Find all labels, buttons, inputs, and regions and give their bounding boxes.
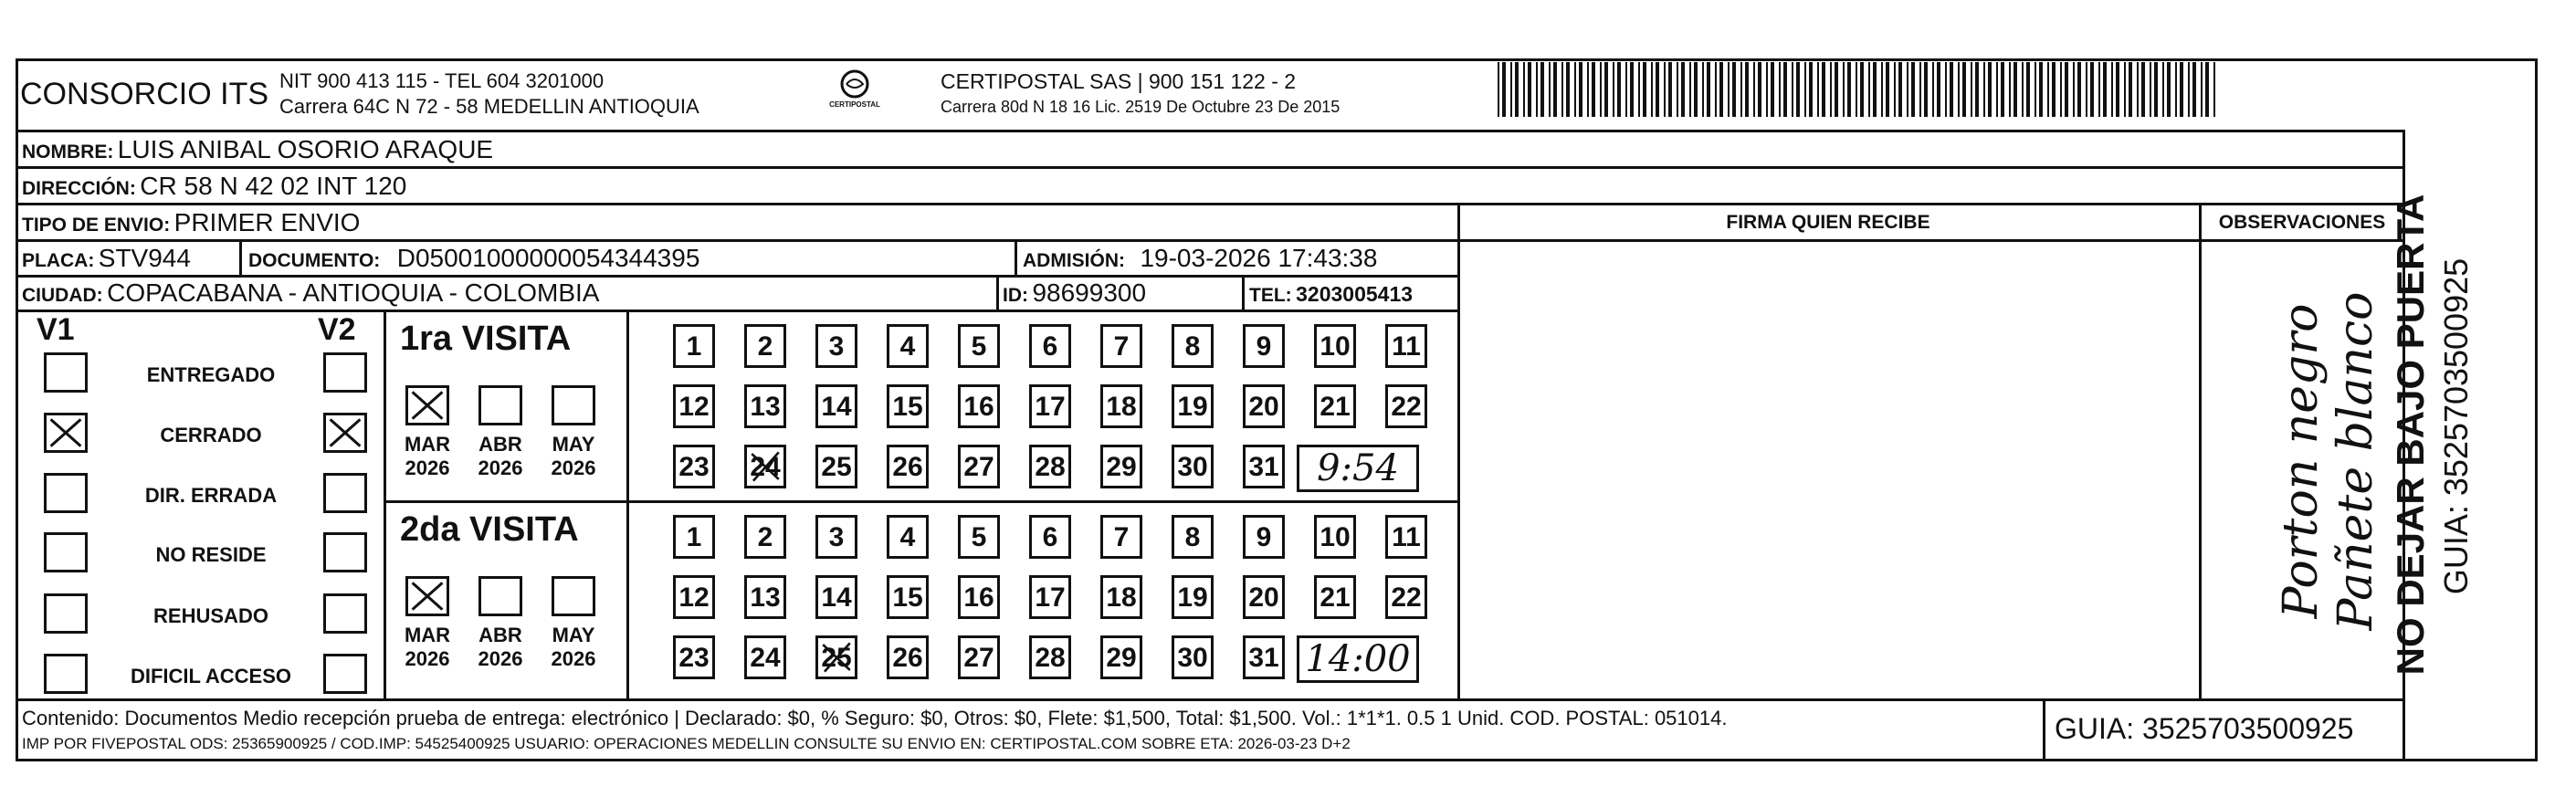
documento-label: DOCUMENTO: — [248, 250, 381, 271]
day-number: 8 — [1184, 331, 1201, 362]
month-label — [473, 433, 528, 480]
side-guia: GUIA: 3525703500925 — [2437, 257, 2475, 595]
day-box[interactable] — [1172, 445, 1214, 488]
day-box[interactable] — [673, 445, 715, 488]
day-box[interactable] — [1385, 384, 1427, 428]
v2-checkbox[interactable] — [323, 532, 367, 572]
month-year: 2026 — [478, 456, 523, 479]
day-box[interactable] — [744, 515, 786, 559]
v1-checkbox[interactable] — [44, 654, 88, 694]
month-checkbox[interactable] — [478, 385, 522, 425]
observaciones-note — [2210, 251, 2392, 689]
placa-value: STV944 — [98, 244, 191, 272]
day-box[interactable] — [1100, 515, 1142, 559]
v1-label: V1 — [37, 312, 75, 347]
day-box[interactable] — [1243, 324, 1285, 368]
day-box[interactable] — [673, 515, 715, 559]
day-number: 10 — [1320, 522, 1351, 552]
day-number: 20 — [1248, 392, 1279, 422]
day-box[interactable] — [958, 635, 1000, 679]
v1-checkbox[interactable] — [44, 413, 88, 453]
day-number: 26 — [892, 643, 923, 673]
month-year: 2026 — [405, 647, 450, 670]
day-number: 8 — [1184, 522, 1201, 552]
day-box[interactable] — [744, 324, 786, 368]
day-box[interactable] — [673, 635, 715, 679]
day-number: 2 — [757, 522, 773, 552]
day-number: 31 — [1248, 643, 1279, 673]
side-warning: NO DEJAR BAJO PUERTA — [2389, 194, 2432, 676]
month-name: ABR — [478, 433, 522, 456]
check-x-mark — [326, 415, 364, 450]
footer-contenido: Contenido: Documentos Medio recepción prueba de entrega: electrónico | Declarado: $0, % Seguro: $0, Otros: $0, Flete: $1,500, Total: $1,500. Vol.: 1*1*1. 0.5 1 Unid. COD. POSTAL: 051014. — [22, 707, 1728, 729]
day-cross-mark — [818, 638, 855, 677]
month-name: MAY — [552, 624, 595, 646]
day-box[interactable] — [1385, 324, 1427, 368]
tipo-row — [22, 208, 360, 237]
v1-checkbox[interactable] — [44, 593, 88, 634]
day-box[interactable] — [815, 324, 857, 368]
day-number: 16 — [963, 582, 994, 613]
month-checkbox[interactable] — [552, 576, 595, 616]
month-label — [546, 433, 601, 480]
month-label — [546, 624, 601, 671]
v1-checkbox[interactable] — [44, 532, 88, 572]
day-box[interactable] — [1029, 575, 1071, 619]
day-number: 6 — [1042, 522, 1058, 552]
company-name: CONSORCIO ITS — [20, 77, 269, 111]
day-box[interactable] — [1100, 575, 1142, 619]
v2-checkbox[interactable] — [323, 654, 367, 694]
day-number: 11 — [1392, 331, 1421, 362]
v2-label: V2 — [318, 312, 356, 347]
day-box[interactable] — [1100, 445, 1142, 488]
carrier-address: Carrera 80d N 18 16 Lic. 2519 De Octubre 23 De 2015 — [941, 98, 1341, 116]
id-label: ID: — [1003, 285, 1028, 306]
day-number: 24 — [750, 643, 781, 673]
day-number: 29 — [1106, 643, 1137, 673]
month-label — [400, 624, 455, 671]
day-box[interactable] — [1243, 515, 1285, 559]
day-box[interactable] — [958, 515, 1000, 559]
day-box[interactable] — [815, 384, 857, 428]
day-number: 19 — [1177, 582, 1208, 613]
day-number: 20 — [1248, 582, 1279, 613]
admision-label: ADMISIÓN: — [1023, 250, 1125, 271]
footer-imp: IMP POR FIVEPOSTAL ODS: 25365900925 / COD.IMP: 54525400925 USUARIO: OPERACIONES MEDELLIN CONSULTE SU ENVIO EN: CERTIPOSTAL.COM SOBRE ETA: 2026-03-23 D+2 — [22, 735, 1351, 752]
day-number: 25 — [821, 643, 852, 673]
placa-label: PLACA: — [22, 250, 95, 271]
day-box[interactable] — [1100, 635, 1142, 679]
day-number: 24 — [750, 452, 781, 482]
day-number: 13 — [750, 392, 781, 422]
day-box[interactable] — [1314, 575, 1356, 619]
day-box[interactable] — [1172, 515, 1214, 559]
status-option-label: DIFICIL ACCESO — [130, 665, 291, 687]
month-name: MAR — [404, 433, 451, 456]
day-box[interactable] — [1100, 384, 1142, 428]
month-label — [473, 624, 528, 671]
month-checkbox[interactable] — [478, 576, 522, 616]
day-number: 23 — [678, 643, 710, 673]
day-number: 9 — [1256, 331, 1272, 362]
direccion-row — [22, 172, 406, 201]
month-year: 2026 — [405, 456, 450, 479]
day-box[interactable] — [958, 324, 1000, 368]
placa-cell — [22, 244, 191, 273]
nombre-value: LUIS ANIBAL OSORIO ARAQUE — [117, 135, 494, 163]
day-box[interactable] — [673, 384, 715, 428]
day-box[interactable] — [887, 575, 929, 619]
v2-checkbox[interactable] — [323, 593, 367, 634]
day-number: 14 — [821, 392, 852, 422]
day-box[interactable] — [1172, 384, 1214, 428]
day-number: 27 — [963, 643, 994, 673]
day-box[interactable] — [1314, 324, 1356, 368]
status-option-label: CERRADO — [160, 424, 262, 446]
day-number: 28 — [1035, 643, 1066, 673]
day-cross-mark — [747, 447, 783, 486]
tel-value: 3203005413 — [1296, 282, 1414, 306]
day-number: 18 — [1106, 582, 1137, 613]
status-option-label: ENTREGADO — [146, 363, 276, 386]
day-number: 16 — [963, 392, 994, 422]
month-year: 2026 — [551, 647, 596, 670]
day-box[interactable] — [744, 384, 786, 428]
day-number: 17 — [1035, 582, 1066, 613]
day-box[interactable] — [1172, 575, 1214, 619]
day-box[interactable] — [1385, 575, 1427, 619]
day-number: 22 — [1391, 392, 1422, 422]
company-nit: NIT 900 413 115 - TEL 604 3201000 — [279, 69, 605, 92]
day-box[interactable] — [887, 515, 929, 559]
v2-checkbox[interactable] — [323, 413, 367, 453]
day-box[interactable] — [1172, 635, 1214, 679]
month-checkbox[interactable] — [552, 385, 595, 425]
admision-value: 19-03-2026 17:43:38 — [1140, 244, 1378, 272]
day-box[interactable] — [1243, 445, 1285, 488]
v2-checkbox[interactable] — [323, 352, 367, 393]
day-box[interactable] — [1243, 384, 1285, 428]
observaciones-header: OBSERVACIONES — [2218, 212, 2386, 233]
day-number: 1 — [686, 331, 702, 362]
direccion-label: DIRECCIÓN: — [22, 178, 136, 199]
day-number: 15 — [892, 582, 923, 613]
day-box[interactable] — [815, 445, 857, 488]
documento-cell — [248, 244, 699, 273]
day-number: 9 — [1256, 522, 1272, 552]
day-box[interactable] — [744, 635, 786, 679]
day-number: 13 — [750, 582, 781, 613]
day-number: 15 — [892, 392, 923, 422]
day-box[interactable] — [815, 635, 857, 679]
direccion-value: CR 58 N 42 02 INT 120 — [140, 172, 407, 200]
tel-label: TEL: — [1249, 285, 1292, 306]
visit-title: 1ra VISITA — [400, 320, 572, 358]
day-number: 4 — [899, 331, 916, 362]
observaciones-note-line-2: Pañete blanco — [2329, 291, 2383, 631]
day-box[interactable] — [1385, 515, 1427, 559]
footer-guia: GUIA: 3525703500925 — [2055, 712, 2354, 745]
month-year: 2026 — [478, 647, 523, 670]
day-box[interactable] — [1029, 384, 1071, 428]
day-number: 6 — [1042, 331, 1058, 362]
documento-value: D05001000000054344395 — [396, 244, 700, 272]
month-checkbox[interactable] — [405, 576, 449, 616]
day-box[interactable] — [887, 445, 929, 488]
day-box[interactable] — [1314, 515, 1356, 559]
day-number: 23 — [678, 452, 710, 482]
nombre-row — [22, 135, 493, 164]
day-number: 18 — [1106, 392, 1137, 422]
day-number: 14 — [821, 582, 852, 613]
ciudad-value: COPACABANA - ANTIOQUIA - COLOMBIA — [107, 278, 600, 307]
day-box[interactable] — [958, 575, 1000, 619]
day-box[interactable] — [887, 324, 929, 368]
admision-cell — [1023, 244, 1377, 273]
ciudad-cell — [22, 278, 599, 308]
day-box[interactable] — [887, 384, 929, 428]
day-number: 2 — [757, 331, 773, 362]
id-value: 98699300 — [1032, 278, 1147, 307]
day-number: 25 — [821, 452, 852, 482]
day-box[interactable] — [744, 575, 786, 619]
day-box[interactable] — [744, 445, 786, 488]
day-box[interactable] — [1100, 324, 1142, 368]
day-number: 29 — [1106, 452, 1137, 482]
check-x-mark — [408, 579, 447, 614]
day-number: 12 — [678, 582, 710, 613]
day-box[interactable] — [1029, 515, 1071, 559]
day-box[interactable] — [887, 635, 929, 679]
month-checkbox[interactable] — [405, 385, 449, 425]
day-box[interactable] — [815, 575, 857, 619]
day-number: 28 — [1035, 452, 1066, 482]
day-number: 3 — [828, 331, 845, 362]
month-name: ABR — [478, 624, 522, 646]
day-box[interactable] — [673, 324, 715, 368]
day-box[interactable] — [1029, 445, 1071, 488]
status-option-label: REHUSADO — [153, 604, 268, 627]
month-year: 2026 — [551, 456, 596, 479]
day-number: 17 — [1035, 392, 1066, 422]
check-x-mark — [408, 388, 447, 423]
day-number: 30 — [1177, 452, 1208, 482]
logo-label: CERTIPOSTAL — [829, 100, 880, 109]
day-number: 21 — [1320, 392, 1351, 422]
day-box[interactable] — [1029, 635, 1071, 679]
check-x-mark — [47, 415, 85, 450]
visit-time-box[interactable]: 9:54 — [1297, 445, 1419, 492]
day-number: 7 — [1113, 522, 1130, 552]
company-address: Carrera 64C N 72 - 58 MEDELLIN ANTIOQUIA — [279, 95, 699, 118]
day-number: 31 — [1248, 452, 1279, 482]
day-number: 22 — [1391, 582, 1422, 613]
day-box[interactable] — [1314, 384, 1356, 428]
day-number: 30 — [1177, 643, 1208, 673]
day-number: 5 — [971, 331, 987, 362]
observaciones-note-line-1: Porton negro — [2274, 303, 2329, 619]
tipo-label: TIPO DE ENVIO: — [22, 215, 171, 236]
nombre-label: NOMBRE: — [22, 142, 114, 163]
month-label — [400, 433, 455, 480]
day-box[interactable] — [1243, 635, 1285, 679]
day-number: 1 — [686, 522, 702, 552]
day-box[interactable] — [958, 445, 1000, 488]
day-box[interactable] — [1172, 324, 1214, 368]
day-number: 26 — [892, 452, 923, 482]
day-box[interactable] — [958, 384, 1000, 428]
day-number: 27 — [963, 452, 994, 482]
v1-checkbox[interactable] — [44, 473, 88, 513]
day-box[interactable] — [1243, 575, 1285, 619]
visit-title: 2da VISITA — [400, 510, 579, 549]
ciudad-label: CIUDAD: — [22, 285, 103, 306]
v2-checkbox[interactable] — [323, 473, 367, 513]
day-number: 12 — [678, 392, 710, 422]
visit-time-box[interactable]: 14:00 — [1297, 635, 1419, 683]
firma-header: FIRMA QUIEN RECIBE — [1726, 212, 1930, 233]
v1-checkbox[interactable] — [44, 352, 88, 393]
day-number: 19 — [1177, 392, 1208, 422]
day-number: 4 — [899, 522, 916, 552]
day-number: 7 — [1113, 331, 1130, 362]
status-option-label: NO RESIDE — [155, 543, 267, 566]
day-number: 21 — [1320, 582, 1351, 613]
tipo-value: PRIMER ENVIO — [173, 208, 361, 236]
status-option-label: DIR. ERRADA — [144, 484, 278, 507]
day-number: 3 — [828, 522, 845, 552]
day-number: 10 — [1320, 331, 1351, 362]
tel-cell — [1249, 282, 1413, 307]
carrier-name: CERTIPOSTAL SAS | 900 151 122 - 2 — [941, 69, 1297, 93]
month-name: MAY — [552, 433, 595, 456]
day-box[interactable] — [673, 575, 715, 619]
day-number: 11 — [1392, 522, 1421, 552]
day-box[interactable] — [1029, 324, 1071, 368]
day-box[interactable] — [815, 515, 857, 559]
month-name: MAR — [404, 624, 451, 646]
id-cell — [1003, 278, 1146, 308]
day-number: 5 — [971, 522, 987, 552]
